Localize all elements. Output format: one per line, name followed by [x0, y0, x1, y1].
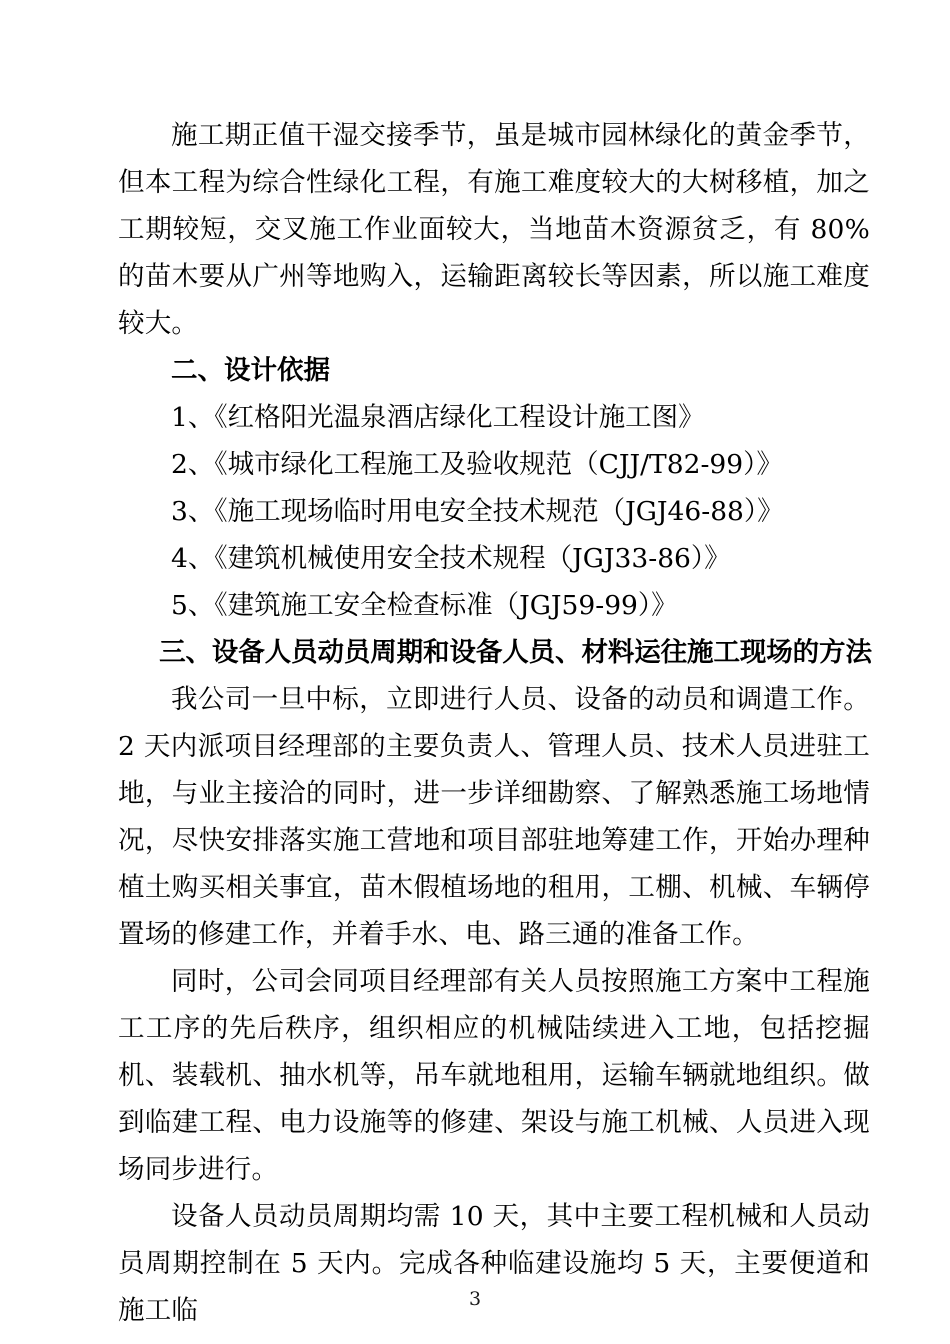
- paragraph-mobilization-plan: 我公司一旦中标，立即进行人员、设备的动员和调遣工作。2 天内派项目经理部的主要负责人、管理人员、技术人员进驻工地，与业主接洽的同时，进一步详细勘察、了解熟悉施工场地情况，尽快安排落实施工营地和项目部驻地筹建工作，开始办理种植土购买相关事宜，苗木假植场地的租用，工棚、机械、车辆停置场的修建工作，并着手水、电、路三通的准备工作。: [118, 684, 870, 950]
- paragraph-mobilization-duration: 设备人员动员周期均需 10 天，其中主要工程机械和人员动员周期控制在 5 天内。完成各种临建设施均 5 天，主要便道和施工临: [118, 1201, 870, 1326]
- page-number: 3: [468, 1288, 482, 1310]
- ref-item-4: 4、《建筑机械使用安全技术规程（JGJ33-86）》: [171, 543, 731, 574]
- paragraph-machinery-sequence: 同时，公司会同项目经理部有关人员按照施工方案中工程施工工序的先后秩序，组织相应的机械陆续进入工地，包括挖掘机、装载机、抽水机等，吊车就地租用，运输车辆就地组织。做到临建工程、电力设施等的修建、架设与施工机械、人员进入现场同步进行。: [118, 966, 870, 1185]
- heading-design-basis: 二、设计依据: [171, 355, 330, 386]
- page-content-area: [118, 112, 870, 1334]
- ref-item-2: 2、《城市绿化工程施工及验收规范（CJJ/T82-99）》: [171, 449, 783, 480]
- ref-item-3: 3、《施工现场临时用电安全技术规范（JGJ46-88）》: [171, 496, 784, 527]
- ref-item-1: 1、《红格阳光温泉酒店绿化工程设计施工图》: [171, 402, 705, 433]
- heading-mobilization-method: 三、设备人员动员周期和设备人员、材料运往施工现场的方法: [159, 637, 872, 668]
- ref-item-5: 5、《建筑施工安全检查标准（JGJ59-99）》: [171, 590, 678, 621]
- paragraph-construction-season: 施工期正值干湿交接季节，虽是城市园林绿化的黄金季节，但本工程为综合性绿化工程，有施工难度较大的大树移植，加之工期较短，交叉施工作业面较大，当地苗木资源贫乏，有 80%的苗木要从广州等地购入，运输距离较长等因素，所以施工难度较大。: [118, 120, 870, 339]
